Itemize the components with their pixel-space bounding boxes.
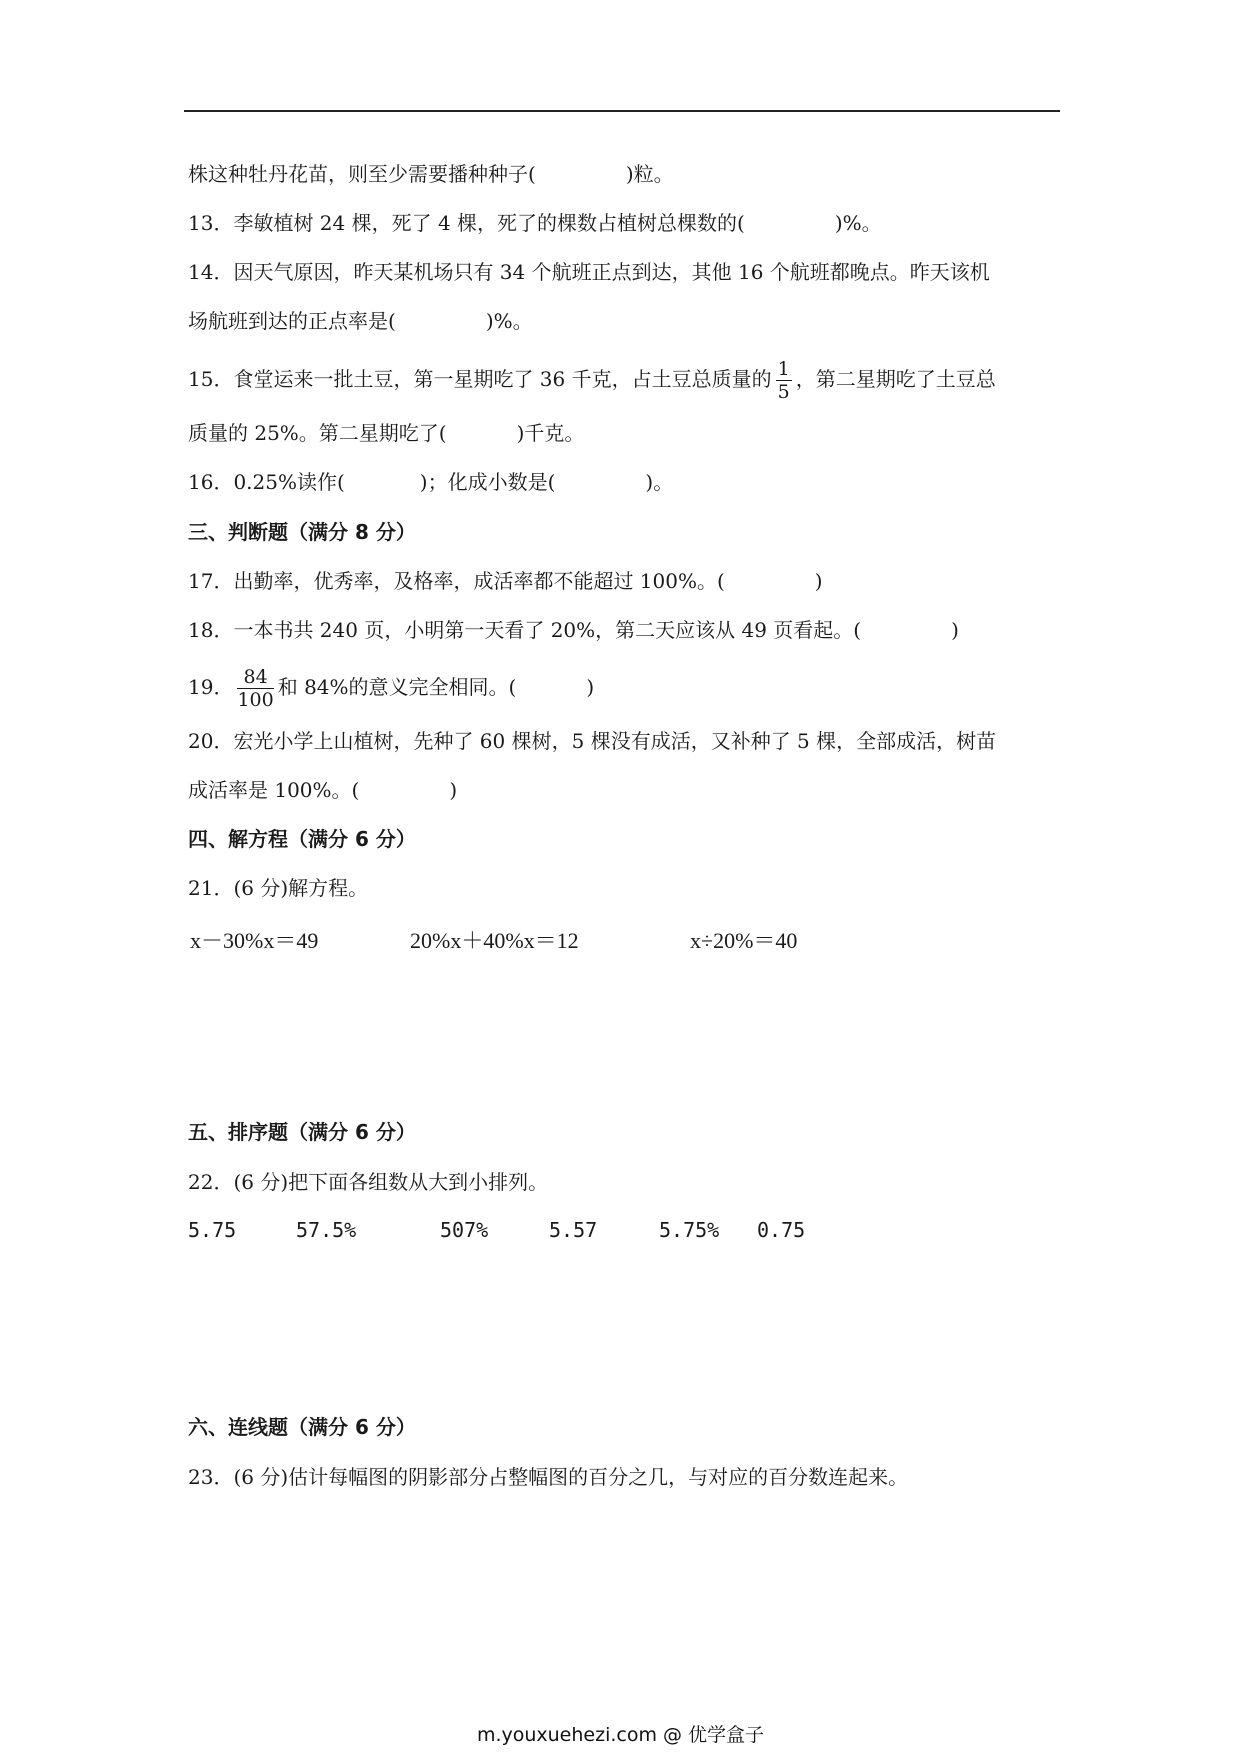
q12-continued: 株这种牡丹花苗，则至少需要播种种子( )粒。 bbox=[188, 162, 674, 186]
section-5-heading: 五、排序题（满分 6 分） bbox=[188, 1120, 416, 1144]
number-item: 5.75% bbox=[659, 1218, 720, 1242]
number-item: 5.75 bbox=[188, 1218, 237, 1242]
question-17: 17．出勤率，优秀率，及格率，成活率都不能超过 100%。( ) bbox=[188, 569, 823, 593]
question-23: 23．(6 分)估计每幅图的阴影部分占整幅图的百分之几，与对应的百分数连起来。 bbox=[188, 1465, 909, 1489]
section-6-heading: 六、连线题（满分 6 分） bbox=[188, 1415, 416, 1439]
question-20-line1: 20．宏光小学上山植树，先种了 60 棵树，5 棵没有成活，又补种了 5 棵，全部成活，树苗 bbox=[188, 729, 997, 753]
question-21: 21．(6 分)解方程。 bbox=[188, 876, 369, 900]
footer-watermark: m.youxuehezi.com @ 优学盒子 bbox=[476, 1724, 765, 1746]
number-item: 507% bbox=[440, 1218, 489, 1242]
question-20-line2: 成活率是 100%。( ) bbox=[188, 778, 458, 802]
question-14-line2: 场航班到达的正点率是( )%。 bbox=[188, 309, 533, 333]
question-22: 22．(6 分)把下面各组数从大到小排列。 bbox=[188, 1170, 549, 1194]
fraction-one-fifth: $\frac{1}{5}$ bbox=[777, 358, 790, 403]
equation-3: x÷20%＝40 bbox=[690, 928, 798, 953]
number-item: 5.57 bbox=[549, 1218, 598, 1242]
question-15-line2: 质量的 25%。第二星期吃了( )千克。 bbox=[188, 421, 585, 445]
question-13: 13．李敏植树 24 棵，死了 4 棵，死了的棵数占植树总棵数的( )%。 bbox=[188, 211, 882, 235]
section-4-heading: 四、解方程（满分 6 分） bbox=[188, 827, 416, 851]
question-19: 19． $\frac{84}{100}$ 和 84%的意义完全相同。( ) bbox=[188, 666, 595, 711]
header-rule bbox=[184, 110, 1060, 112]
section-3-heading: 三、判断题（满分 8 分） bbox=[188, 520, 416, 544]
question-16: 16．0.25%读作( )；化成小数是( )。 bbox=[188, 470, 674, 494]
equation-2: 20%x＋40%x＝12 bbox=[410, 928, 579, 953]
number-item: 57.5% bbox=[296, 1218, 357, 1242]
equation-1: x－30%x＝49 bbox=[190, 928, 319, 953]
question-18: 18．一本书共 240 页，小明第一天看了 20%，第二天应该从 49 页看起。( ) bbox=[188, 618, 959, 642]
fraction-84-100: $\frac{84}{100}$ bbox=[237, 666, 274, 711]
number-item: 0.75 bbox=[757, 1218, 806, 1242]
question-14-line1: 14．因天气原因，昨天某机场只有 34 个航班正点到达，其他 16 个航班都晚点。昨天该机 bbox=[188, 260, 990, 284]
question-15-line1: 15．食堂运来一批土豆，第一星期吃了 36 千克，占土豆总质量的 $\frac{1}{5}$ ，第二星期吃了土豆总 bbox=[188, 358, 996, 403]
